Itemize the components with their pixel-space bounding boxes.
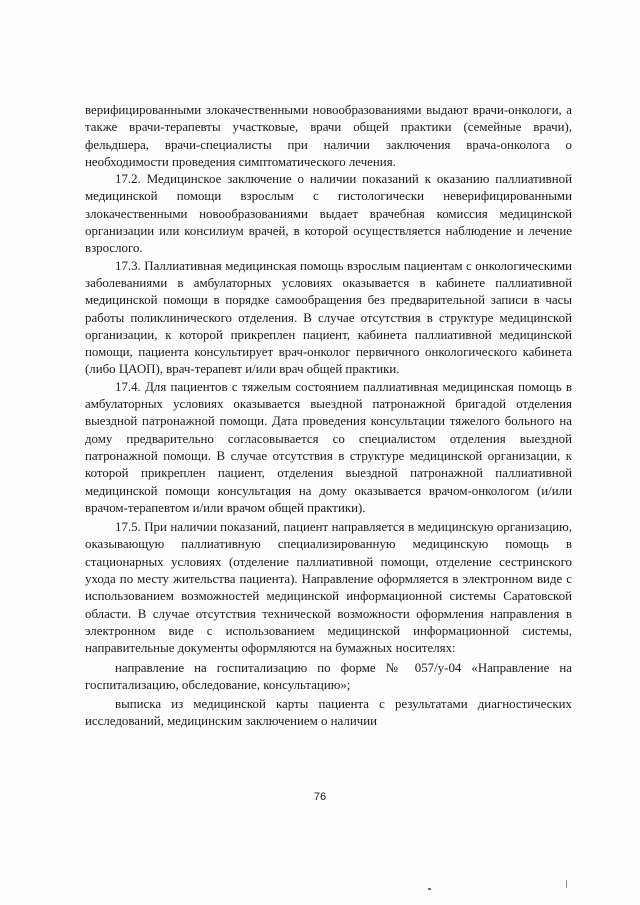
paragraph-referral-form: направление на госпитализацию по форме № 057/у-04 «Направление на госпитализацию, обследование, консультацию»; <box>85 660 572 692</box>
paragraph-17-2: 17.2. Медицинское заключение о наличии показаний к оказанию паллиативной медицинской помощи взрослым с гистологически неверифицированными злокачественными новообразованиями выдает врачебная комиссия медицинской организации или консилиум врачей, в которой осуществляется наблюдение и лечение взрослого. <box>85 172 572 256</box>
paragraph-continuation: верифицированными злокачественными новообразованиями выдают врачи-онкологи, а также врачи-терапевты участковые, врачи общей практики (семейные врачи), фельдшера, врачи-специалисты при наличии заключения врача-онколога о необходимости проведения симптоматического лечения. <box>85 103 572 169</box>
scan-speck <box>428 888 431 890</box>
document-body <box>85 102 572 731</box>
scan-speck <box>566 880 567 888</box>
paragraph-medical-extract: выписка из медицинской карты пациента с результатами диагностических исследований, медицинским заключением о наличии <box>85 697 572 729</box>
page-number: 76 <box>313 791 327 803</box>
paragraph-17-4: 17.4. Для пациентов с тяжелым состоянием паллиативная медицинская помощь в амбулаторных условиях оказывается выездной патронажной бригадой отделения выездной патронажной помощи. Дата проведения консультации тяжелого больного на дому предварительно согласовывается со специалистом отделения выездной патронажной помощи. В случае отсутствия в структуре медицинской организации, к которой прикреплен пациент, отделения выездной патронажной паллиативной медицинской помощи консультация на дому оказывается врачом-онкологом (и/или врачом-терапевтом и/или врачом общей практики). <box>85 379 572 515</box>
paragraph-17-3: 17.3. Паллиативная медицинская помощь взрослым пациентам с онкологическими заболеваниями в амбулаторных условиях оказывается в кабинете паллиативной медицинской помощи в порядке самообращения без предварительной записи в часы работы поликлинического отделения. В случае отсутствия в структуре медицинской организации, к которой прикреплен пациент, кабинета паллиативной медицинской помощи, пациента консультирует врач-онколог первичного онкологического кабинета (либо ЦАОП), врач-терапевт и/или врач общей практики. <box>85 258 572 377</box>
paragraph-17-5: 17.5. При наличии показаний, пациент направляется в медицинскую организацию, оказывающую паллиативную специализированную медицинскую помощь в стационарных условиях (отделение паллиативной помощи, отделение сестринского ухода по месту жительства пациента). Направление оформляется в электронном виде с использованием возможностей медицинской информационной системы Саратовской области. В случае отсутствия технической возможности оформления направления в электронном виде с использованием медицинской информационной системы, направительные документы оформляются на бумажных носителях: <box>85 520 572 656</box>
